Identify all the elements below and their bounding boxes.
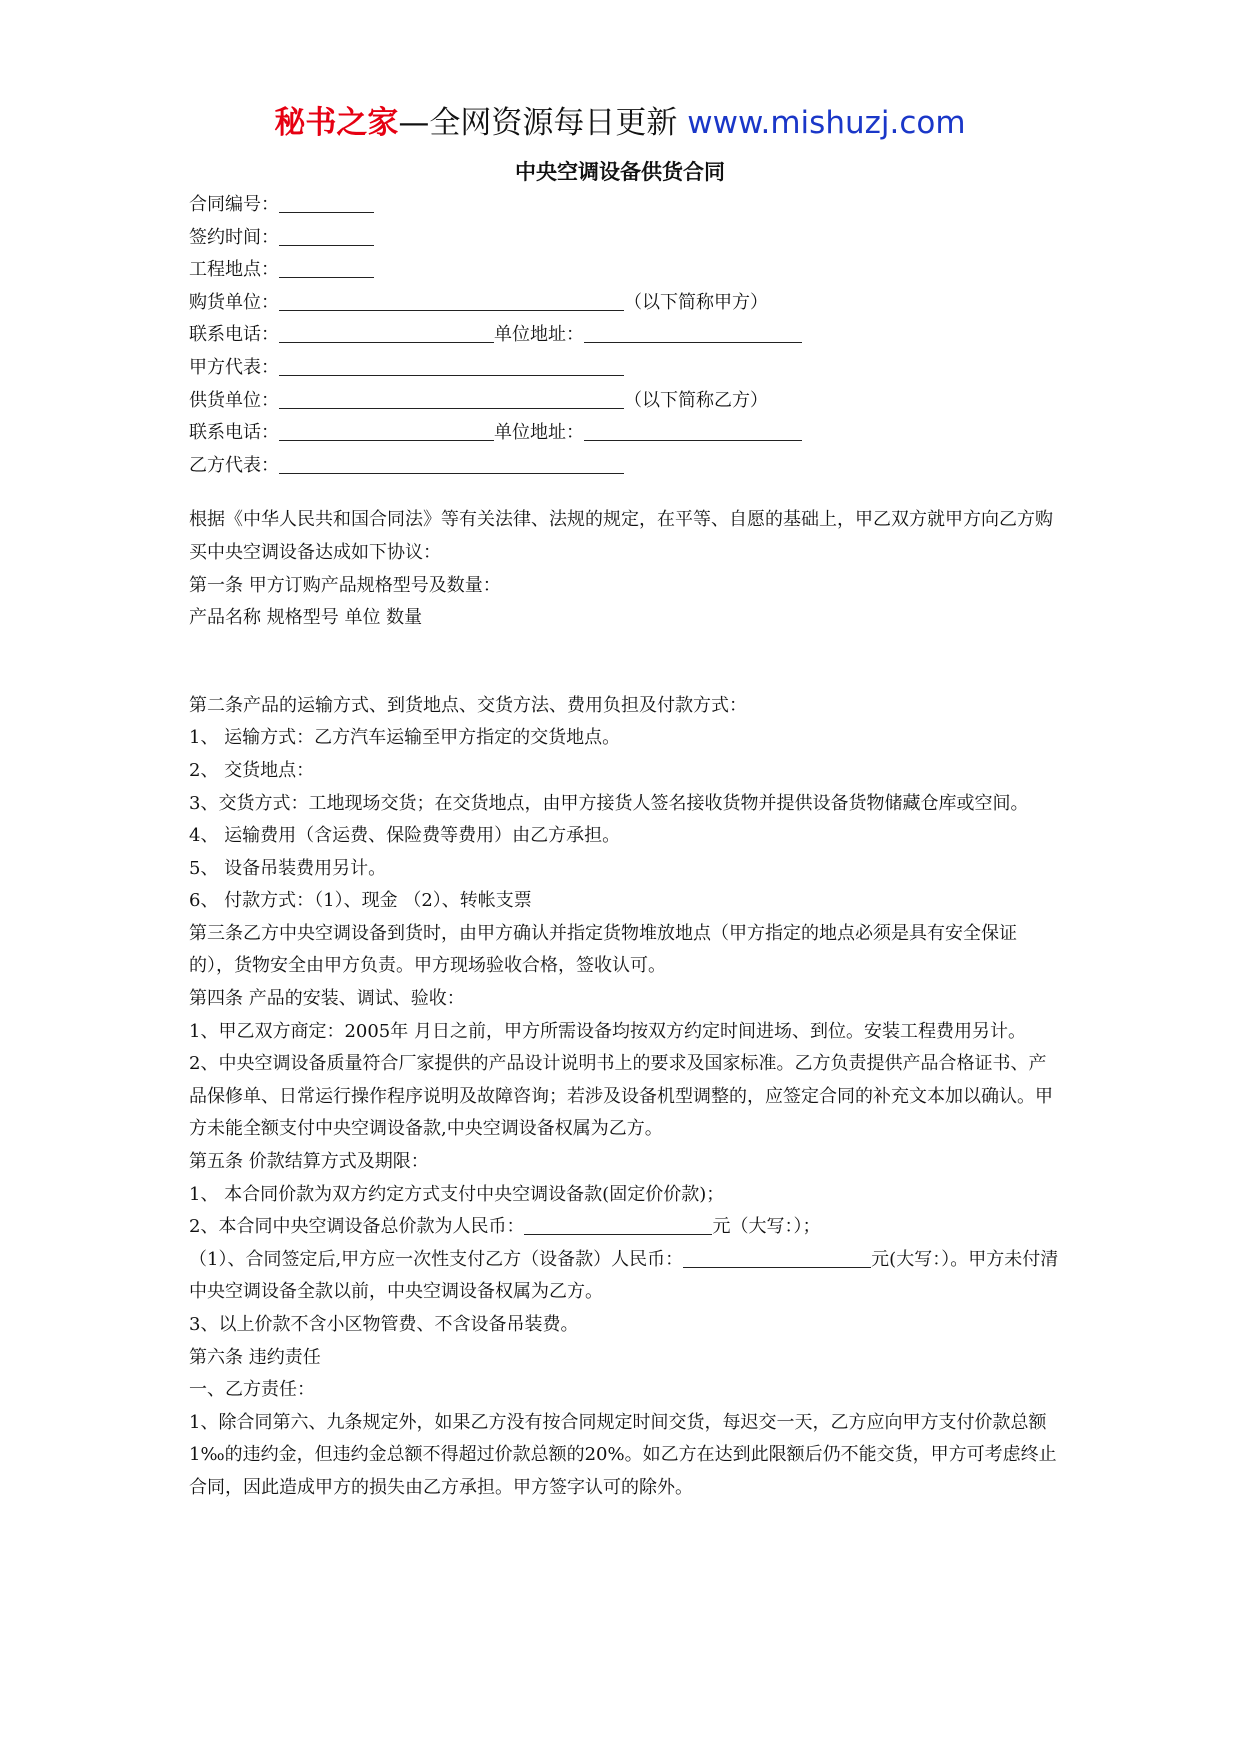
list-item	[189, 1211, 1059, 1244]
field-label: 单位地址：	[494, 422, 584, 444]
list-item: 1、甲乙双方商定：2005年 月日之前，甲方所需设备均按双方约定时间进场、到位。安装工程费用另计。	[189, 1020, 1026, 1042]
blank-line	[683, 1245, 871, 1268]
article-2-heading: 第二条产品的运输方式、到货地点、交货方法、费用负担及付款方式：	[189, 694, 747, 716]
field-buyer-contact	[189, 319, 1059, 352]
article-5-heading: 第五条 价款结算方式及期限：	[189, 1151, 429, 1173]
list-item: 1、 本合同价款为双方约定方式支付中央空调设备款(固定价价款)；	[189, 1183, 725, 1205]
blank-line	[279, 255, 374, 278]
field-sign-time	[189, 222, 1059, 255]
field-label: 乙方代表：	[189, 454, 279, 476]
contract-body	[189, 189, 1059, 1505]
article-6-heading: 第六条 违约责任	[189, 1346, 321, 1368]
field-label: 合同编号：	[189, 194, 279, 215]
blank-line	[524, 1212, 712, 1235]
header-banner	[0, 103, 1240, 143]
field-label: 供货单位：	[189, 389, 279, 411]
blank-line	[279, 223, 374, 246]
article-1-columns: 产品名称 规格型号 单位 数量	[189, 607, 423, 629]
field-label: 工程地点：	[189, 259, 279, 281]
list-item	[189, 1244, 1059, 1309]
field-label: 签约时间：	[189, 226, 279, 248]
preamble-paragraph: 根据《中华人民共和国合同法》等有关法律、法规的规定，在平等、自愿的基础上，甲乙双方就甲方向乙方购买中央空调设备达成如下协议：	[189, 509, 1053, 563]
list-item-text: 元（大写：）；	[712, 1216, 821, 1238]
banner-slogan: 全网资源每日更新	[429, 105, 678, 141]
list-item: 5、 设备吊装费用另计。	[189, 857, 387, 879]
field-label: 购货单位：	[189, 291, 279, 313]
list-item-text: 元(大写：）。甲方未付清中央空调设备全款以前，中央空调设备权属为乙方。	[189, 1248, 1059, 1303]
blank-line	[279, 451, 624, 474]
list-item: 3、以上价款不含小区物管费、不含设备吊装费。	[189, 1314, 579, 1335]
list-item-text: （1）、合同签定后,甲方应一次性支付乙方（设备款）人民币：	[189, 1248, 684, 1270]
list-item: 2、中央空调设备质量符合厂家提供的产品设计说明书上的要求及国家标准。乙方负责提供产品合格证书、产品保修单、日常运行操作程序说明及故障咨询；若涉及设备机型调整的，应签定合同的补充文本加以确认。甲方未能全额支付中央空调设备款,中央空调设备权属为乙方。	[189, 1053, 1053, 1140]
blank-line	[584, 320, 802, 343]
blank-line	[279, 386, 624, 409]
banner-separator: —	[398, 105, 430, 141]
field-label: 联系电话：	[189, 324, 279, 346]
field-note: （以下简称甲方）	[624, 291, 768, 313]
field-buyer-rep	[189, 352, 1059, 385]
list-item: 1、 运输方式：乙方汽车运输至甲方指定的交货地点。	[189, 727, 621, 749]
blank-line	[584, 418, 802, 441]
spacer	[189, 635, 1059, 690]
article-6-subheading: 一、乙方责任：	[189, 1379, 315, 1401]
article-4-heading: 第四条 产品的安装、调试、验收：	[189, 988, 465, 1010]
field-project-site	[189, 254, 1059, 287]
list-item: 2、 交货地点：	[189, 759, 315, 781]
blank-line	[279, 320, 494, 343]
field-label: 甲方代表：	[189, 356, 279, 378]
field-buyer-unit	[189, 287, 1059, 320]
list-item: 6、 付款方式：（1）、现金 （2）、转帐支票	[189, 890, 532, 912]
field-label: 联系电话：	[189, 422, 279, 444]
list-item: 3、交货方式：工地现场交货；在交货地点，由甲方接货人签名接收货物并提供设备货物储藏仓库或空间。	[189, 792, 1029, 814]
blank-line	[279, 418, 494, 441]
banner-url[interactable]: www.mishuzj.com	[687, 105, 966, 141]
list-item: 1、除合同第六、九条规定外，如果乙方没有按合同规定时间交货，每迟交一天，乙方应向甲方支付价款总额1‰的违约金，但违约金总额不得超过价款总额的20%。如乙方在达到此限额后仍不能交货，甲方可考虑终止合同，因此造成甲方的损失由乙方承担。甲方签字认可的除外。	[189, 1411, 1057, 1498]
spacer	[189, 482, 1059, 504]
field-supplier-unit	[189, 385, 1059, 418]
field-supplier-contact	[189, 417, 1059, 450]
blank-line	[279, 190, 374, 213]
field-label: 单位地址：	[494, 324, 584, 346]
document-title: 中央空调设备供货合同	[515, 160, 725, 184]
blank-line	[279, 288, 624, 311]
list-item-text: 2、本合同中央空调设备总价款为人民币：	[189, 1216, 525, 1238]
field-note: （以下简称乙方）	[624, 389, 768, 411]
article-1-heading: 第一条 甲方订购产品规格型号及数量：	[189, 574, 501, 596]
blank-line	[279, 353, 624, 376]
list-item: 4、 运输费用（含运费、保险费等费用）由乙方承担。	[189, 825, 621, 847]
brand-name: 秘书之家	[274, 105, 399, 141]
field-contract-no	[189, 189, 1059, 222]
field-supplier-rep	[189, 450, 1059, 483]
article-3-paragraph: 第三条乙方中央空调设备到货时，由甲方确认并指定货物堆放地点（甲方指定的地点必须是具有安全保证的），货物安全由甲方负责。甲方现场验收合格，签收认可。	[189, 922, 1017, 977]
